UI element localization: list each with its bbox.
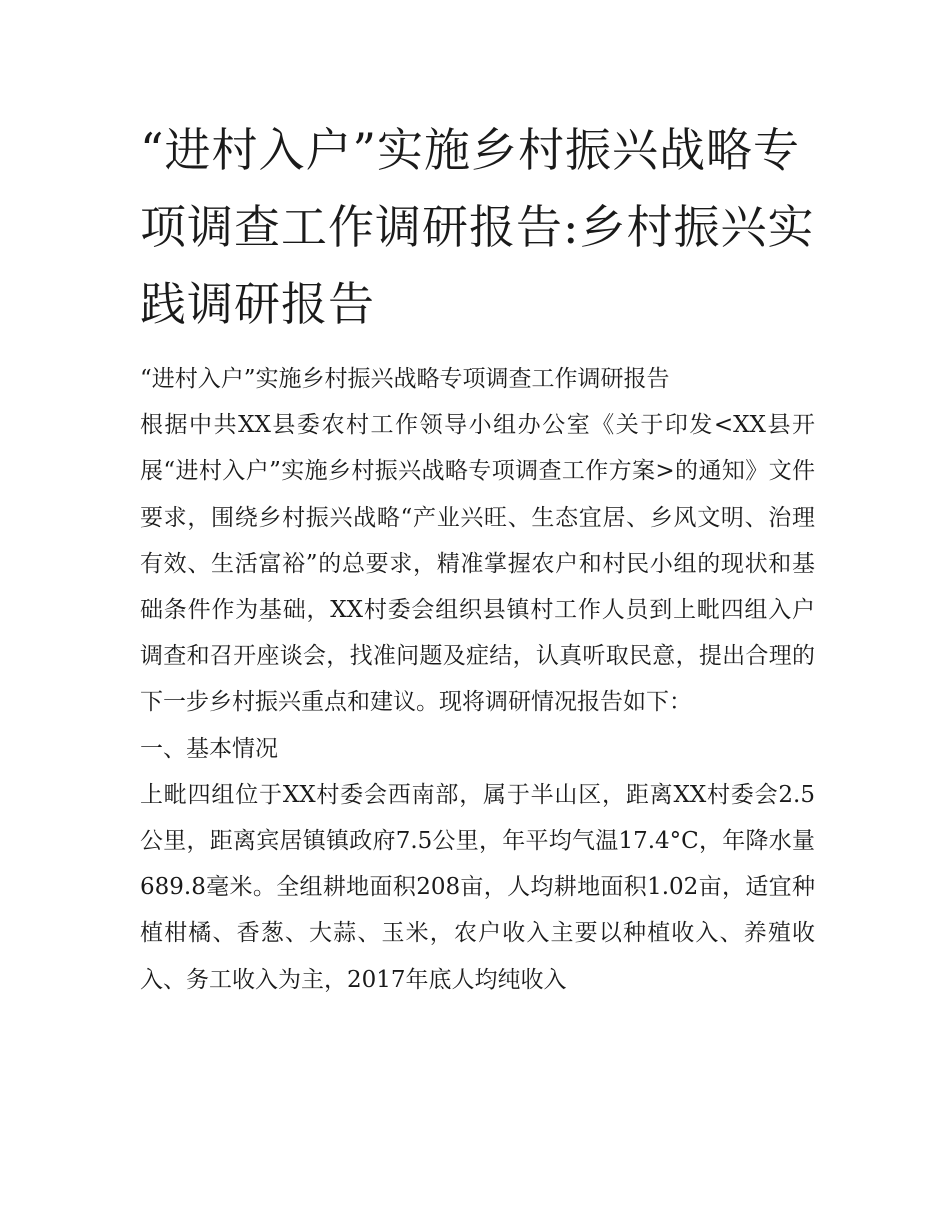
section-paragraph: 上毗四组位于XX村委会西南部，属于半山区，距离XX村委会2.5公里，距离宾居镇镇政府7.5公里，年平均气温17.4°C，年降水量689.8毫米。全组耕地面积208亩，人均耕地面积1.02亩，适宜种植柑橘、香葱、大蒜、玉米，农户收入主要以种植收入、养殖收入、务工收入为主，2017年底人均纯收入: [140, 781, 815, 993]
document-subtitle: “进村入户”实施乡村振兴战略专项调查工作调研报告: [140, 366, 670, 392]
section-heading: 一、基本情况: [140, 735, 278, 762]
document-body: [140, 356, 815, 1003]
intro-paragraph: 根据中共XX县委农村工作领导小组办公室《关于印发<XX县开展“进村入户”实施乡村振兴战略专项调查工作方案>的通知》文件要求，围绕乡村振兴战略“产业兴旺、生态宜居、乡风文明、治理有效、生活富裕”的总要求，精准掌握农户和村民小组的现状和基础条件作为基础，XX村委会组织县镇村工作人员到上毗四组入户调查和召开座谈会，找准问题及症结，认真听取民意，提出合理的下一步乡村振兴重点和建议。现将调研情况报告如下：: [140, 412, 815, 716]
document-title: “进村入户”实施乡村振兴战略专项调查工作调研报告:乡村振兴实践调研报告: [140, 123, 815, 331]
